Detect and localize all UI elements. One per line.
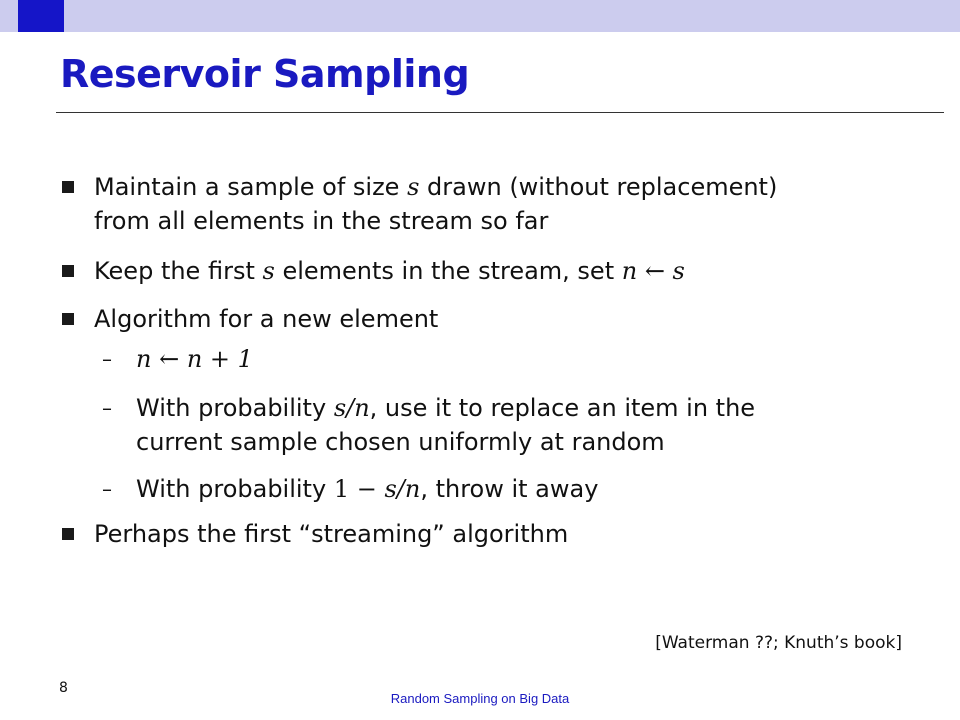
bullet-marker-1 — [62, 181, 74, 193]
slide-title: Reservoir Sampling — [60, 52, 470, 96]
math-var-s: s — [407, 173, 420, 201]
bullet-marker-3 — [62, 313, 74, 325]
sub-bullet-3-text-pre: With probability — [136, 475, 334, 503]
sub-bullet-dash-2: – — [102, 396, 112, 420]
math-assign: n ← s — [621, 257, 685, 285]
bullet-marker-2 — [62, 265, 74, 277]
bullet-4: Perhaps the first “streaming” algorithm — [94, 520, 569, 548]
math-one-minus: 1 − — [333, 475, 385, 503]
bullet-1-text-pre: Maintain a sample of size — [94, 173, 408, 201]
bullet-1-line-1 — [94, 171, 777, 203]
bullet-marker-4 — [62, 528, 74, 540]
sub-bullet-3-text-post: , throw it away — [420, 475, 599, 503]
sub-bullet-dash-3: – — [102, 477, 112, 501]
sub-bullet-2-text-post: , use it to replace an item in the — [369, 394, 756, 422]
bullet-2-text-mid: elements in the stream, set — [274, 257, 622, 285]
sub-bullet-2-line-2: current sample chosen uniformly at random — [136, 428, 665, 456]
bullet-3: Algorithm for a new element — [94, 305, 439, 333]
bullet-1-text-post: drawn (without replacement) — [419, 173, 778, 201]
sub-bullet-3 — [136, 473, 598, 505]
sub-bullet-1 — [136, 343, 253, 375]
math-increment: n ← n + 1 — [136, 345, 253, 373]
sub-bullet-2-line-1 — [136, 392, 755, 424]
citation: [Waterman ??; Knuth’s book] — [655, 633, 902, 653]
sub-bullet-dash-1: – — [102, 347, 112, 371]
sub-bullet-2-text-pre: With probability — [136, 394, 334, 422]
bullet-2 — [94, 255, 685, 287]
math-ratio: s/n — [384, 475, 421, 503]
bullet-2-text-pre: Keep the first — [94, 257, 263, 285]
math-ratio: s/n — [333, 394, 370, 422]
bullet-1-line-2: from all elements in the stream so far — [94, 207, 549, 235]
math-var-s: s — [262, 257, 275, 285]
page-number: 8 — [59, 680, 68, 696]
footer-text: Random Sampling on Big Data — [390, 691, 570, 706]
